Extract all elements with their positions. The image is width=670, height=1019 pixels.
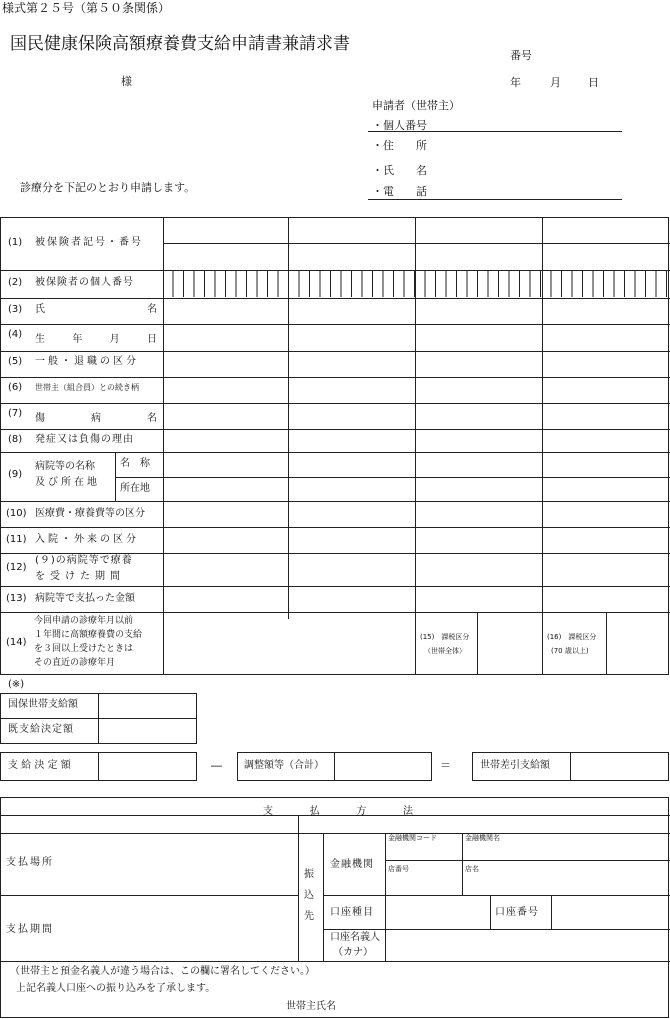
row14-line3: を３回以上受けたときは (34, 644, 134, 654)
col16-sub: (70 歳以上) (551, 647, 589, 655)
row12-line1: (９)の病院等で療養 (35, 555, 133, 566)
col15-sub: （世帯全体） (424, 647, 466, 655)
row9-sub-address: 所在地 (120, 483, 150, 494)
applicant-denwa-label: ・電 話 (372, 185, 427, 198)
row14-line1: 今回申請の診療年月以前 (34, 616, 134, 626)
signature-note: （世帯主と預金名義人が違う場合は、この欄に署名してください。） (10, 966, 315, 977)
row8-num: (8) (8, 434, 23, 445)
row7-label: 傷 病 名 (35, 413, 157, 424)
row11-label: 入院・外来の区分 (35, 534, 139, 545)
row12-num: (12) (6, 562, 27, 573)
kishikyu-label: 既支給決定額 (8, 724, 74, 735)
applicant-label: 申請者（世帯主） (372, 99, 460, 112)
row14-line4: その直近の診療年月 (34, 658, 116, 668)
row7-num: (7) (8, 408, 23, 419)
row1-num: (1) (8, 237, 23, 248)
kokuho-label: 国保世帯支給額 (8, 699, 78, 710)
row6-label: 世帯主（組合員）との続き柄 (35, 383, 139, 392)
row10-label: 医療費・療養費等の区分 (35, 508, 145, 519)
request-statement: 診療分を下記のとおり申請します。 (20, 181, 196, 194)
furikomi-char1: 振 (304, 869, 314, 880)
kikan-name-label: 金融機関名 (465, 834, 500, 842)
tenban-label: 店番号 (388, 865, 409, 873)
form-number: 様式第２５号（第５０条関係） (2, 1, 171, 15)
koza-bango-label: 口座番号 (495, 907, 539, 918)
row9-line1: 病院等の名称 (35, 461, 95, 472)
row6-num: (6) (8, 382, 23, 393)
koza-shumoku-label: 口座種目 (330, 907, 374, 918)
payment-period-label: 支払期間 (6, 924, 54, 935)
equals-sign: ＝ (440, 759, 451, 772)
row9-line2: 及び所在地 (35, 477, 100, 488)
payment-header: 支 払 方 法 (263, 806, 413, 817)
col15-label: (15) 課税区分 (420, 633, 470, 641)
row13-num: (13) (6, 593, 27, 604)
kinyu-label: 金融機関 (330, 859, 374, 870)
applicant-shimei-label: ・氏 名 (372, 164, 427, 177)
note-mark: (※) (8, 679, 25, 690)
addressee-sama: 様 (121, 75, 132, 88)
row12-line2: を受けた期間 (35, 571, 125, 582)
row3-label-a: 氏 (35, 304, 45, 315)
number-label: 番号 (510, 49, 532, 62)
chosei-label: 調整額等（合計） (244, 760, 324, 771)
row1-label: 被保険者記号・番号 (35, 237, 143, 248)
household-head-name-label: 世帯主氏名 (286, 1001, 336, 1012)
meigi-kana-label: （カナ） (333, 947, 373, 958)
row2-num: (2) (8, 277, 23, 288)
row3-num: (3) (8, 304, 23, 315)
page-title: 国民健康保険高額療養費支給申請書兼請求書 (10, 34, 350, 54)
meigi-label: 口座名義人 (330, 932, 380, 943)
furikomi-char2: 込 (304, 890, 314, 901)
row11-num: (11) (6, 534, 27, 545)
row14-num: (14) (6, 637, 27, 648)
row5-label: 一般・退職の区分 (35, 356, 139, 367)
tenmei-label: 店名 (465, 865, 479, 873)
row13-label: 病院等で支払った金額 (35, 593, 135, 604)
row2-label: 被保険者の個人番号 (35, 277, 134, 288)
row3-label-b: 名 (147, 304, 157, 315)
row4-label: 生 年 月 日 (35, 334, 157, 345)
row8-label: 発症又は負傷の理由 (35, 434, 134, 445)
col16-label: (16) 課税区分 (547, 633, 597, 641)
row9-sub-name: 名 称 (120, 458, 150, 469)
row5-num: (5) (8, 356, 23, 367)
row14-line2: １年間に高額療養費の支給 (34, 630, 143, 640)
shikyu-kettei-label: 支 給 決 定 額 (8, 760, 71, 771)
row10-num: (10) (6, 508, 27, 519)
payment-place-label: 支払場所 (6, 857, 54, 868)
row9-num: (9) (8, 469, 23, 480)
applicant-jusho-label: ・住 所 (372, 139, 427, 152)
day-label: 日 (588, 76, 599, 89)
applicant-kojin-label: ・個人番号 (372, 119, 427, 132)
month-label: 月 (550, 76, 561, 89)
individual-number-boxes[interactable] (163, 270, 670, 297)
kikan-code-label: 金融機関コード (388, 834, 437, 842)
sashihiki-label: 世帯差引支給額 (480, 760, 550, 771)
furikomi-char3: 先 (304, 911, 314, 922)
row4-num: (4) (8, 329, 23, 340)
consent-note: 上記名義人口座への振り込みを了承します。 (16, 983, 216, 994)
minus-sign: ― (211, 759, 222, 772)
year-label: 年 (510, 76, 521, 89)
